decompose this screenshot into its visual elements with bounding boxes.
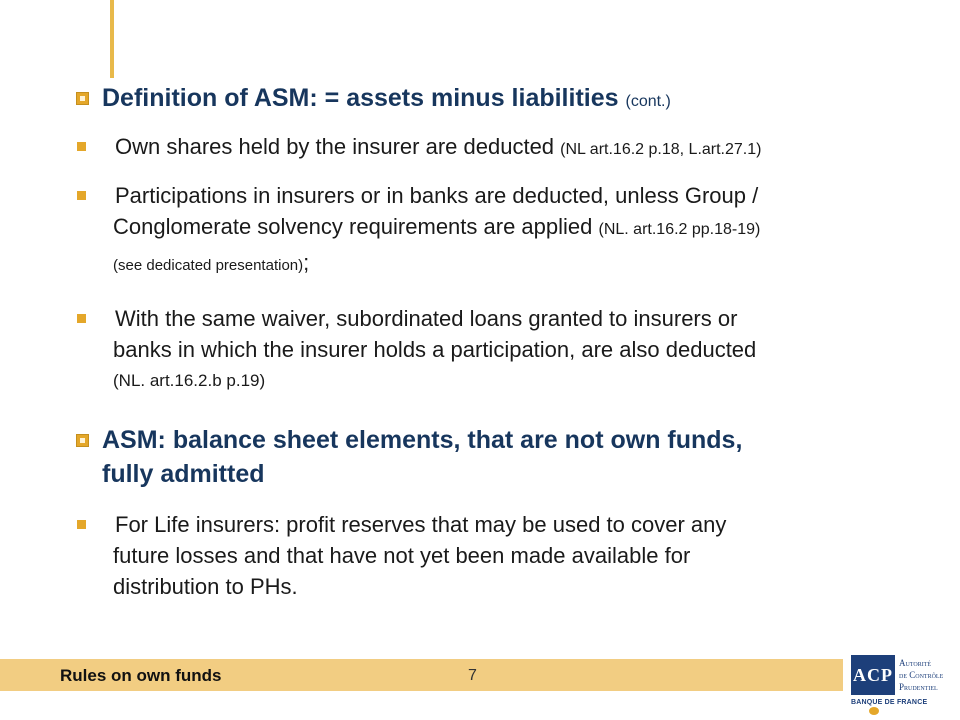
bullet-square-icon (77, 191, 86, 200)
bullet-square-icon (77, 142, 86, 151)
bullet-square-icon (77, 314, 86, 323)
bullet-life-insurers: For Life insurers: profit reserves that may be used to cover any future losses and that have not yet been made available for distribution to PHs. (115, 509, 726, 602)
footer-title: Rules on own funds (60, 666, 222, 685)
bullet-participations: Participations in insurers or in banks are deducted, unless Group / Conglomerate solvency requirements are applied (NL. art.16.2 pp.18-19) (see dedicated presentation); (115, 180, 760, 281)
bullet-square-icon (77, 520, 86, 529)
heading-bullet-icon (76, 92, 89, 105)
banque-de-france-emblem-icon (869, 707, 879, 715)
page-number: 7 (468, 667, 477, 684)
banque-de-france-label: BANQUE DE FRANCE (851, 699, 928, 706)
heading-asm-balance-sheet: ASM: balance sheet elements, that are not own funds, fully admitted (102, 423, 742, 491)
acp-logo-mark: ACP (851, 655, 895, 695)
heading-definition-asm: Definition of ASM: = assets minus liabilities (cont.) (102, 83, 671, 117)
bullet-subordinated-loans: With the same waiver, subordinated loans granted to insurers or banks in which the insurer holds a participation, are also deducted (NL. art.16.2.b p.19) (115, 303, 756, 396)
acp-logo-text: Autorité de Contrôle Prudentiel (899, 658, 944, 692)
bullet-own-shares: Own shares held by the insurer are deducted (NL art.16.2 p.18, L.art.27.1) (115, 131, 761, 165)
accent-vertical-line (110, 0, 114, 78)
heading-bullet-icon (76, 434, 89, 447)
acp-logo (851, 655, 951, 715)
